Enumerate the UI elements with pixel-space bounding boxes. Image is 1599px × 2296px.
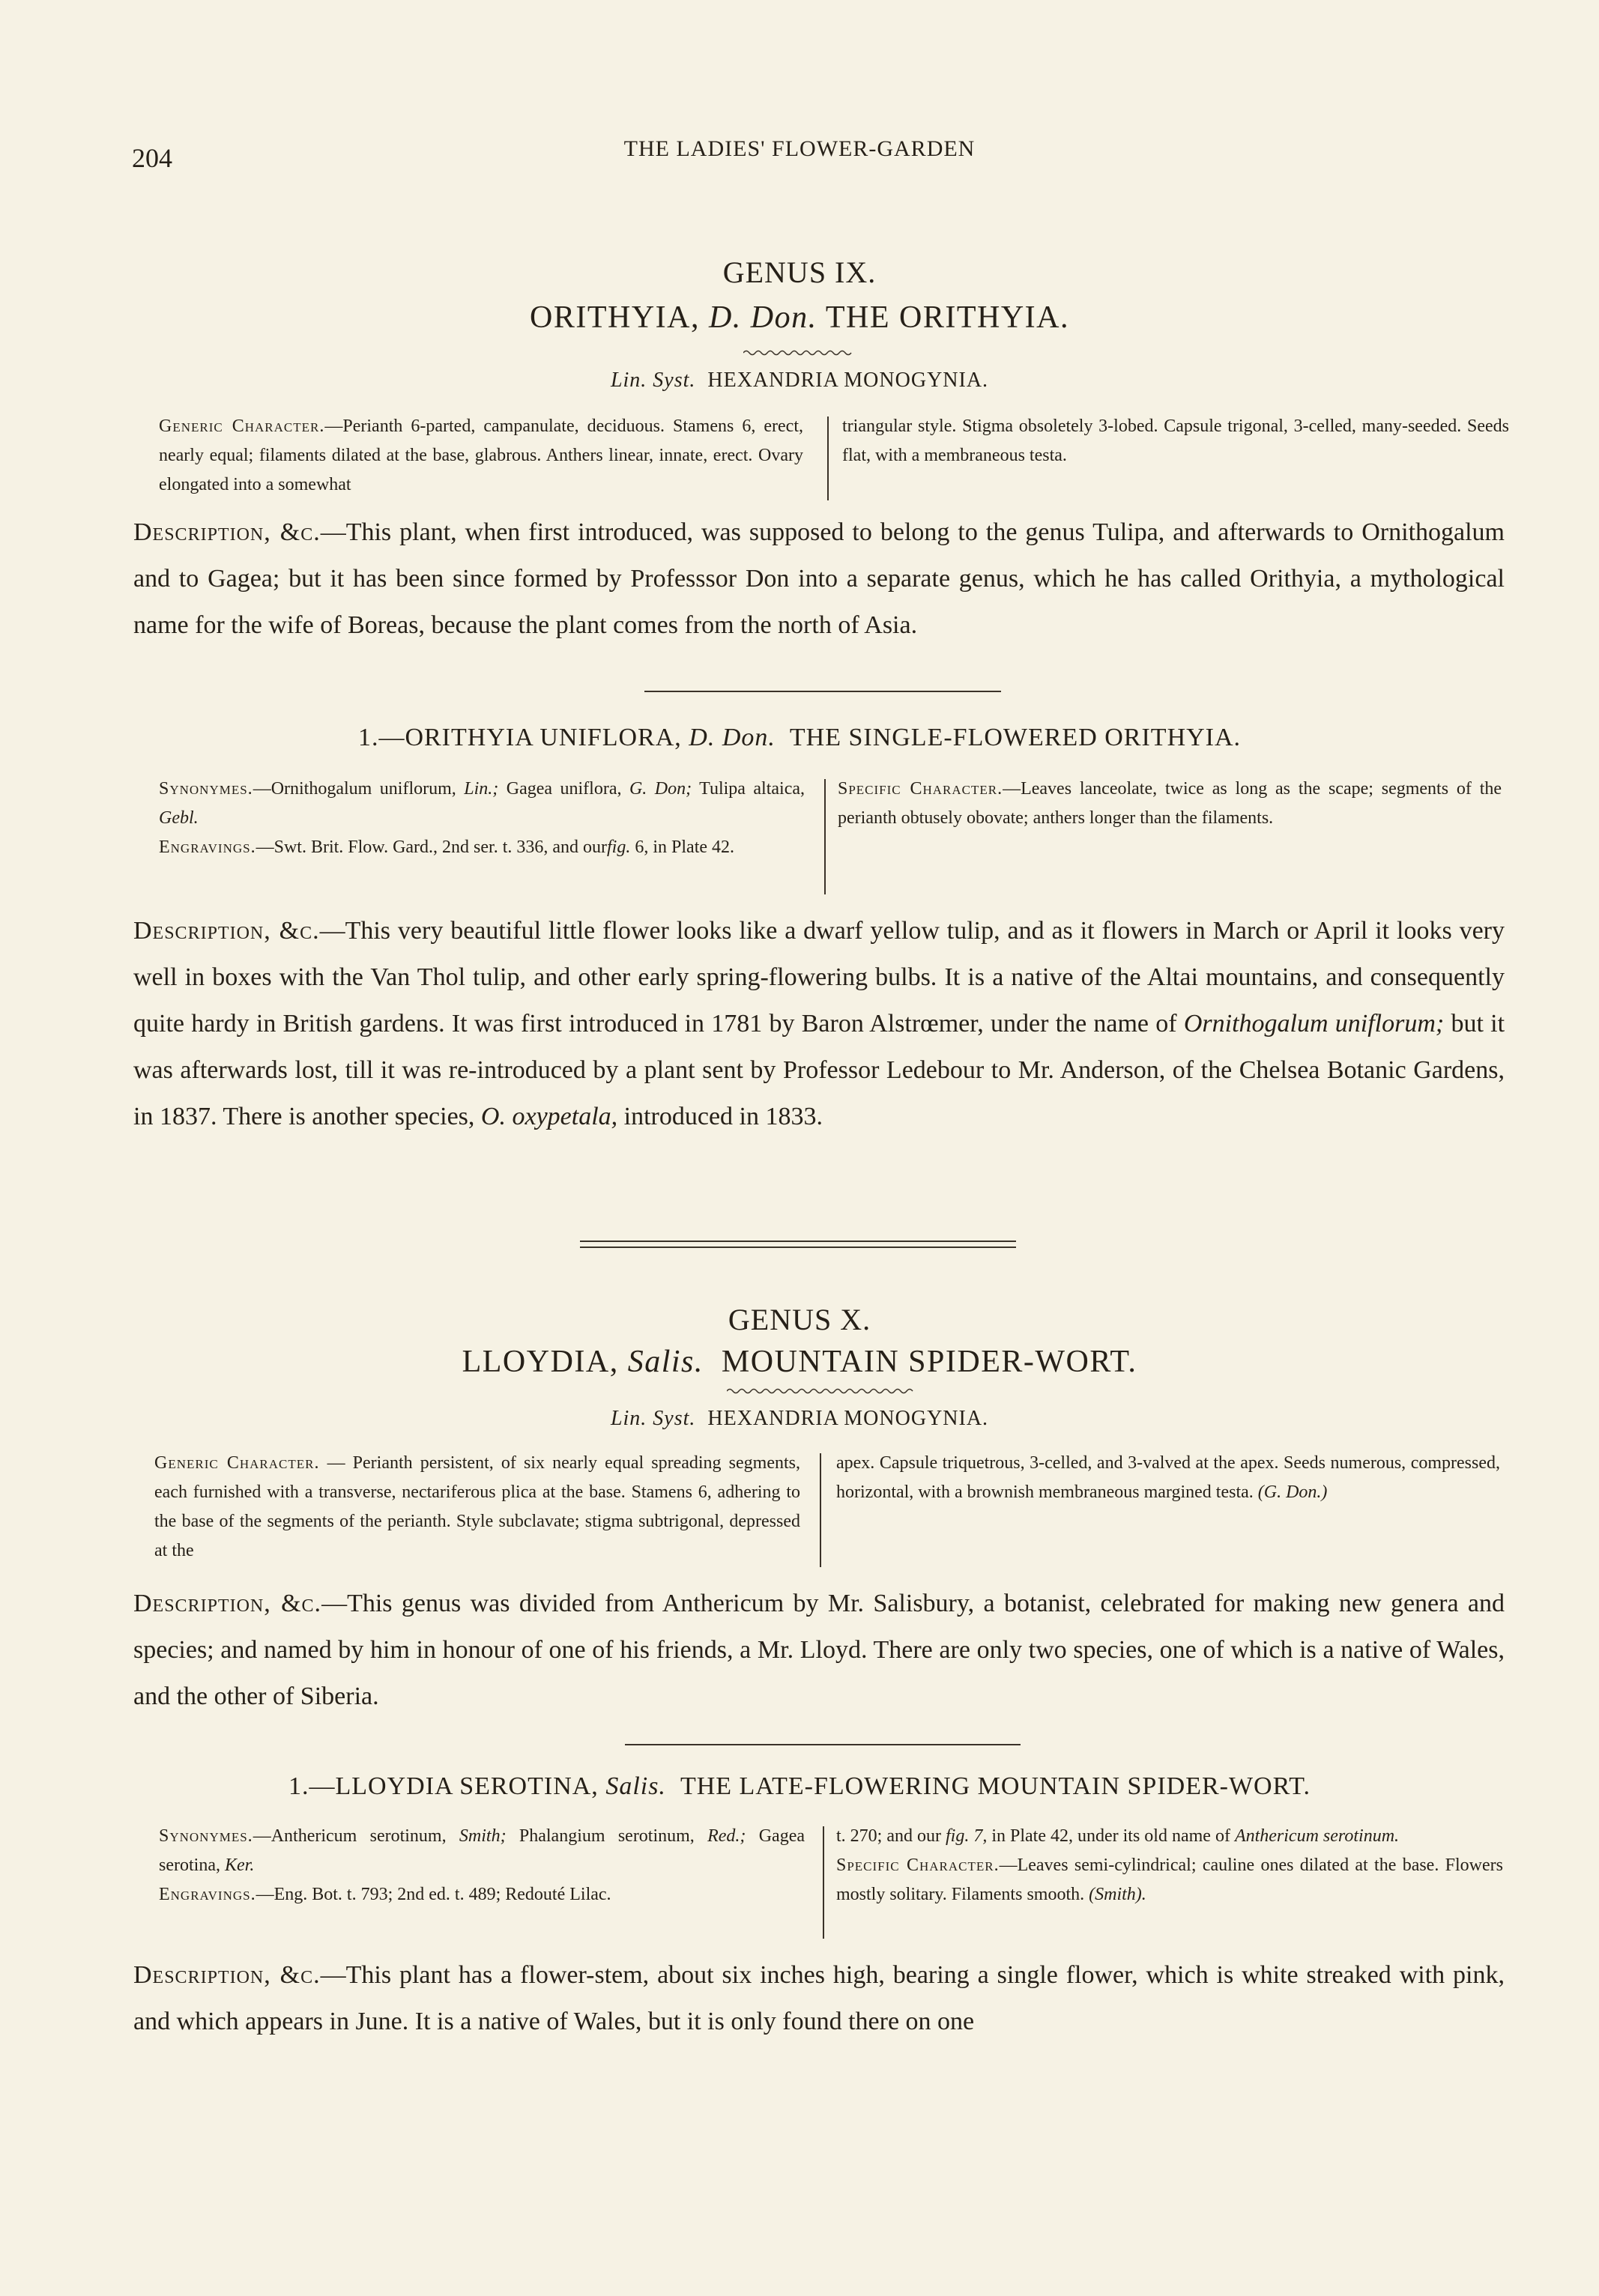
species-name: —ORITHYIA UNIFLORA,: [378, 724, 682, 751]
genus-9-name: ORITHYIA,: [530, 300, 700, 335]
generic-character-text: —Perianth 6-parted, campanulate, deciduous. Stamens 6, erect, nearly equal; filaments dilated at the base, glabrous. Anthers linear, innate, erect. Ovary elongated into a somewhat: [159, 417, 803, 494]
description-text: —This plant has a flower-stem, about six inches high, bearing a single flower, which is white streaked with pink, and which appears in June. It is a native of Wales, but it is only found there on one: [133, 1961, 1505, 2035]
running-head: THE LADIES' FLOWER-GARDEN: [623, 136, 976, 161]
species-2-synonyms: [159, 1822, 805, 1909]
column-divider: [823, 1826, 824, 1939]
species-2-right-column: [836, 1822, 1503, 1909]
engravings-text: in Plate 42, under its old name of: [991, 1826, 1230, 1846]
engravings-label: Engravings.: [159, 1885, 256, 1904]
genus-10-common-name: MOUNTAIN SPIDER-WORT.: [721, 1345, 1137, 1379]
description-label: Description, &c.: [133, 1590, 322, 1617]
generic-character-text: apex. Capsule triquetrous, 3-celled, and 3-valved at the apex. Seeds numerous, compressed, horizontal, with a brownish membraneous margined testa.: [836, 1453, 1500, 1502]
genus-9-label: GENUS IX.: [722, 255, 877, 289]
generic-character-label: Generic Character.: [159, 417, 325, 436]
species-common-name: THE SINGLE-FLOWERED ORITHYIA.: [789, 724, 1242, 751]
synonyms-authority: Gebl.: [159, 808, 199, 828]
synonyms-authority: Lin.;: [464, 779, 499, 799]
wavy-rule: [743, 349, 856, 357]
engravings-text: —Eng. Bot. t. 793; 2nd ed. t. 489; Redouté Lilac.: [256, 1885, 611, 1904]
synonyms-text: —Ornithogalum uniflorum,: [253, 779, 456, 799]
species-2-heading: [0, 1772, 1599, 1801]
engravings-italic: Anthericum serotinum.: [1234, 1826, 1400, 1846]
genus-9-lin-syst: [0, 369, 1599, 393]
description-text: introduced in 1833.: [623, 1103, 823, 1130]
description-text: —This genus was divided from Anthericum by Mr. Salisbury, a botanist, celebrated for making new genera and species; and named by him in honour of one of his friends, a Mr. Lloyd. There are only two species, one of which is a native of Wales, and the other of Siberia.: [133, 1590, 1505, 1710]
species-1-synonyms: [159, 775, 805, 862]
description-text: —This plant, when first introduced, was supposed to belong to the genus Tulipa, and afterwards to Ornithogalum and to Gagea; but it has been since formed by Professsor Don into a separate genus, which he has called Orithyia, a mythological name for the wife of Boreas, because the plant comes from the north of Asia.: [133, 518, 1505, 639]
genus-10-authority: Salis.: [627, 1345, 704, 1379]
column-divider: [827, 417, 829, 500]
description-text: but it was afterwards lost, till it was re-introduced by a plant sent by Professor Ledebour to Mr. Anderson, of the Chelsea Botanic Gardens, in 1837. There is another species,: [133, 1010, 1505, 1130]
column-divider: [820, 1453, 821, 1567]
specific-character-text: —Leaves semi-cylindrical; cauline ones dilated at the base. Flowers mostly solitary. Filaments smooth.: [836, 1856, 1503, 1904]
engravings-fig: fig. 7,: [945, 1826, 988, 1846]
species-1-heading: [0, 724, 1599, 752]
genus-10-label: GENUS X.: [728, 1303, 871, 1336]
genus-10-generic-character-right: [836, 1449, 1500, 1507]
genus-10-generic-character-left: [154, 1449, 800, 1566]
lin-syst-label: Lin. Syst.: [610, 369, 696, 392]
description-label: Description, &c.: [133, 1961, 321, 1989]
species-common-name: THE LATE-FLOWERING MOUNTAIN SPIDER-WORT.: [680, 1772, 1311, 1800]
description-text: —This very beautiful little flower looks like a dwarf yellow tulip, and as it flowers in March or April it looks very well in boxes with the Van Thol tulip, and other early spring-flowering bulbs. It is a native of the Altai mountains, and consequently quite hardy in British gardens. It was first introduced in 1781 by Baron Alstrœmer, under the name of: [133, 917, 1505, 1038]
genus-9-description: [133, 509, 1505, 649]
specific-character-label: Specific Character.: [838, 779, 1003, 799]
generic-character-citation: (G. Don.): [1257, 1482, 1328, 1502]
genus-9-common-name: THE ORITHYIA.: [825, 300, 1069, 335]
synonyms-label: Synonymes.: [159, 1826, 253, 1846]
double-rule-bottom: [580, 1247, 1016, 1248]
species-authority: D. Don.: [689, 724, 776, 751]
column-divider: [824, 779, 826, 894]
description-italic: Ornithogalum uniflorum;: [1183, 1010, 1445, 1038]
synonyms-authority: Smith;: [459, 1826, 507, 1846]
engravings-text: —Swt. Brit. Flow. Gard., 2nd ser. t. 336, and our: [256, 837, 608, 857]
synonyms-text: Gagea serotina,: [159, 1826, 805, 1875]
species-number: 1.: [357, 724, 379, 751]
species-1-description: [133, 908, 1505, 1140]
description-label: Description, &c.: [133, 518, 321, 546]
double-rule-top: [580, 1241, 1016, 1242]
species-authority: Salis.: [605, 1772, 666, 1800]
engravings-text: t. 270; and our: [836, 1826, 941, 1846]
wavy-rule: [727, 1387, 917, 1395]
genus-10-name: LLOYDIA,: [462, 1345, 619, 1379]
genus-10-title: [0, 1344, 1599, 1380]
genus-9-title: [0, 300, 1599, 336]
description-label: Description, &c.: [133, 917, 320, 945]
genus-10-lin-syst: [0, 1407, 1599, 1431]
engravings-fig: fig.: [607, 837, 631, 857]
genus-9-authority: D. Don.: [708, 300, 817, 335]
synonyms-authority: Red.;: [707, 1826, 746, 1846]
generic-character-text: — Perianth persistent, of six nearly equal spreading segments, each furnished with a transverse, nectariferous plica at the base. Stamens 6, adhering to the base of the segments of the perianth. Style subclavate; stigma subtrigonal, depressed at the: [154, 1453, 800, 1560]
lin-syst-class: HEXANDRIA MONOGYNIA.: [707, 1407, 989, 1430]
synonyms-text: Phalangium serotinum,: [519, 1826, 695, 1846]
page-number: 204: [132, 143, 172, 173]
lin-syst-label: Lin. Syst.: [610, 1407, 696, 1430]
synonyms-text: —Anthericum serotinum,: [253, 1826, 447, 1846]
specific-character-label: Specific Character.: [836, 1856, 1000, 1875]
synonyms-authority: G. Don;: [629, 779, 692, 799]
engravings-text: 6, in Plate 42.: [635, 837, 735, 857]
generic-character-label: Generic Character.: [154, 1453, 320, 1473]
species-1-specific-character: [838, 775, 1502, 833]
description-italic: O. oxypetala,: [480, 1103, 618, 1130]
genus-10-description: [133, 1581, 1505, 1720]
specific-character-text: —Leaves lanceolate, twice as long as the scape; segments of the perianth obtusely obovate; anthers longer than the filaments.: [838, 779, 1502, 828]
synonyms-label: Synonymes.: [159, 779, 253, 799]
specific-character-citation: (Smith).: [1089, 1885, 1146, 1904]
synonyms-text: Gagea uniflora,: [506, 779, 622, 799]
species-2-description: [133, 1952, 1505, 2045]
species-name: —LLOYDIA SEROTINA,: [309, 1772, 599, 1800]
synonyms-authority: Ker.: [224, 1856, 255, 1875]
short-rule: [625, 1744, 1021, 1745]
synonyms-text: Tulipa altaica,: [699, 779, 805, 799]
genus-9-generic-character-right: triangular style. Stigma obsoletely 3-lobed. Capsule trigonal, 3-celled, many-seeded. Seeds flat, with a membraneous testa.: [842, 417, 1509, 465]
species-number: 1.: [288, 1772, 309, 1800]
short-rule: [644, 691, 1001, 692]
lin-syst-class: HEXANDRIA MONOGYNIA.: [707, 369, 989, 392]
genus-9-generic-character-left: [159, 412, 803, 500]
engravings-label: Engravings.: [159, 837, 256, 857]
